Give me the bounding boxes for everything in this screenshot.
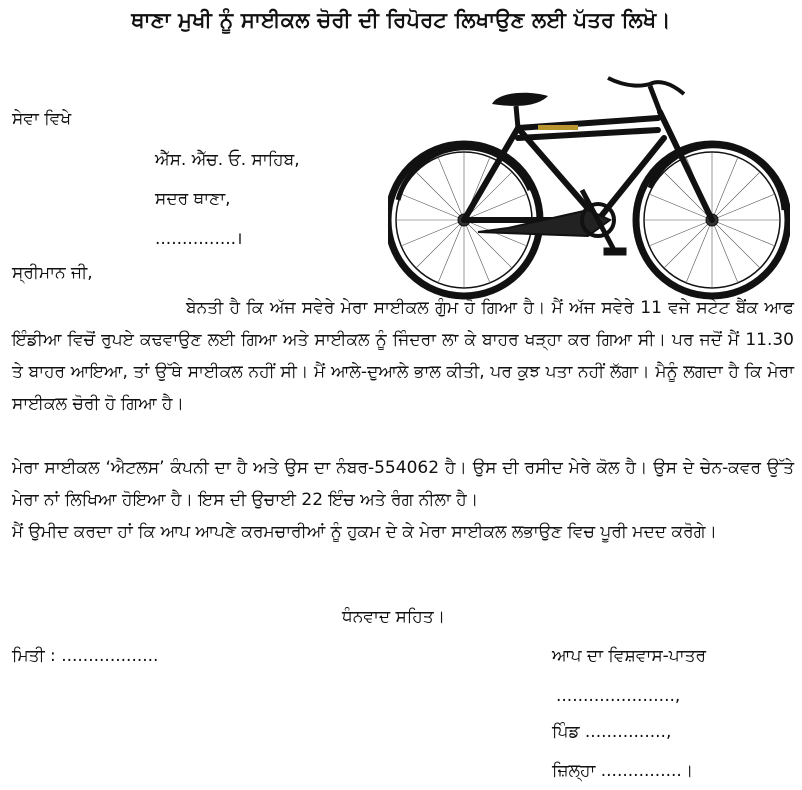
body-text-3: ਮੈਂ ਉਮੀਦ ਕਰਦਾ ਹਾਂ ਕਿ ਆਪ ਆਪਣੇ ਕਰਮਚਾਰੀਆਂ ਨੂੰ ਹੁਕਮ ਦੇ ਕੇ ਮੇਰਾ ਸਾਈਕਲ ਲਭਾਉਣ ਵਿਚ ਪੂਰੀ ਮਦਦ ਕਰੋਗੇ।	[12, 522, 717, 542]
seva-vikhe: ਸੇਵਾ ਵਿਖੇ	[12, 109, 72, 129]
thanks: ਧੰਨਵਾਦ ਸਹਿਤ।	[342, 607, 446, 627]
body-text-2: ਮੇਰਾ ਸਾਈਕਲ ‘ਐਟਲਸ’ ਕੰਪਨੀ ਦਾ ਹੈ ਅਤੇ ਉਸ ਦਾ ਨੰਬਰ-554062 ਹੈ। ਉਸ ਦੀ ਰਸੀਦ ਮੇਰੇ ਕੋਲ ਹੈ। ਉਸ ਦੇ ਚੇਨ-ਕਵਰ ਉੱਤੇ ਮੇਰਾ ਨਾਂ ਲਿਖਿਆ ਹੋਇਆ ਹੈ। ਇਸ ਦੀ ਉਚਾਈ 22 ਇੰਚ ਅਤੇ ਰੰਗ ਨੀਲਾ ਹੈ।	[12, 458, 794, 510]
date-field: ਮਿਤੀ : ..................	[12, 646, 159, 666]
yours-faithfully: ਆਪ ਦਾ ਵਿਸ਼ਵਾਸ-ਪਾਤਰ	[552, 646, 707, 666]
address-blank: ...............।	[155, 229, 243, 249]
body-paragraph-3	[12, 516, 794, 548]
officer-title: ਐੱਸ. ਐੱਚ. ਓ. ਸਾਹਿਬ,	[155, 150, 300, 170]
name-blank: ......................,	[556, 686, 681, 706]
body-paragraph-1	[12, 292, 794, 420]
police-station: ਸਦਰ ਥਾਣਾ,	[155, 189, 231, 209]
page-title: ਥਾਣਾ ਮੁਖੀ ਨੂੰ ਸਾਈਕਲ ਚੋਰੀ ਦੀ ਰਿਪੋਰਟ ਲਿਖਾਉਣ ਲਈ ਪੱਤਰ ਲਿਖੋ।	[131, 8, 671, 32]
bicycle-image	[388, 60, 790, 308]
salutation: ਸ੍ਰੀਮਾਨ ਜੀ,	[12, 263, 93, 283]
village-field: ਪਿੰਡ ...............,	[552, 722, 672, 742]
body-paragraph-2	[12, 452, 794, 516]
body-text-1: ਬੇਨਤੀ ਹੈ ਕਿ ਅੱਜ ਸਵੇਰੇ ਮੇਰਾ ਸਾਈਕਲ ਗੁੰਮ ਹੋ ਗਿਆ ਹੈ। ਮੈਂ ਅੱਜ ਸਵੇਰੇ 11 ਵਜੇ ਸਟੇਟ ਬੈਂਕ ਆਫ ਇੰਡੀਆ ਵਿਚੋਂ ਰੁਪਏ ਕਢਵਾਉਣ ਲਈ ਗਿਆ ਅਤੇ ਸਾਈਕਲ ਨੂੰ ਜਿੰਦਰਾ ਲਾ ਕੇ ਬਾਹਰ ਖੜ੍ਹਾ ਕਰ ਗਿਆ ਸੀ। ਪਰ ਜਦੋਂ ਮੈਂ 11.30 ਤੇ ਬਾਹਰ ਆਇਆ, ਤਾਂ ਉੱਥੇ ਸਾਈਕਲ ਨਹੀਂ ਸੀ। ਮੈਂ ਆਲੇ-ਦੁਆਲੇ ਭਾਲ ਕੀਤੀ, ਪਰ ਕੁਝ ਪਤਾ ਨਹੀਂ ਲੱਗਾ। ਮੈਨੂੰ ਲਗਦਾ ਹੈ ਕਿ ਮੇਰਾ ਸਾਈਕਲ ਚੋਰੀ ਹੋ ਗਿਆ ਹੈ।	[12, 298, 794, 414]
district-field: ਜ਼ਿਲ੍ਹਾ ...............।	[552, 761, 694, 781]
